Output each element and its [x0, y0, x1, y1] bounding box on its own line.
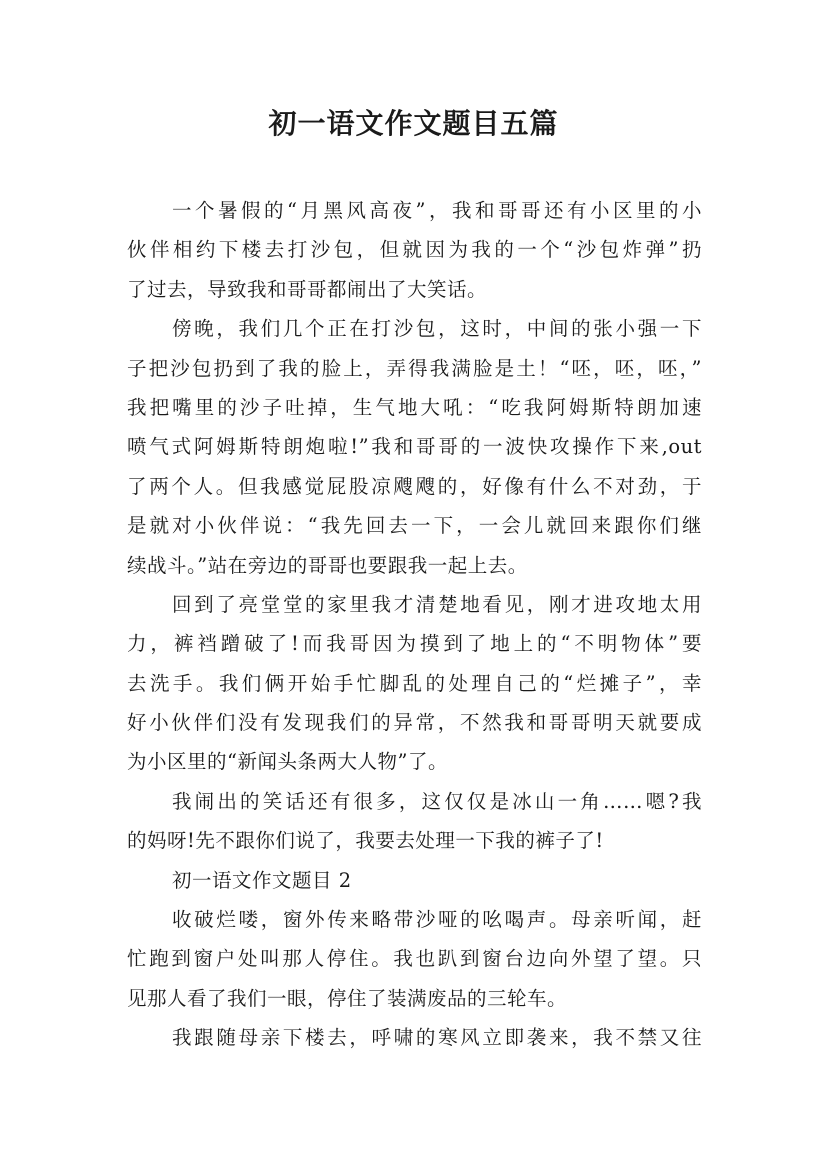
text-line: 了两个人。但我感觉屁股凉飕飕的，好像有什么不对劲，于	[127, 474, 702, 498]
text-line: 喷气式阿姆斯特朗炮啦!”我和哥哥的一波快攻操作下来,out	[127, 435, 702, 459]
text-line: 去洗手。我们俩开始手忙脚乱的处理自己的“烂摊子”，幸	[127, 671, 702, 695]
document-title: 初一语文作文题目五篇	[268, 107, 559, 140]
text-line: 子把沙包扔到了我的脸上，弄得我满脸是土！“呸，呸，呸，”	[127, 356, 702, 380]
text-line: 的妈呀!先不跟你们说了，我要去处理一下我的裤子了!	[127, 829, 604, 853]
text-line: 续战斗。”站在旁边的哥哥也要跟我一起上去。	[127, 553, 528, 577]
text-line: 见那人看了我们一眼，停住了装满废品的三轮车。	[127, 986, 568, 1010]
text-line: 一个暑假的“月黑风高夜”，我和哥哥还有小区里的小	[172, 199, 702, 222]
text-line: 是就对小伙伴说：“我先回去一下，一会儿就回来跟你们继	[127, 514, 702, 538]
text-line: 好小伙伴们没有发现我们的异常，不然我和哥哥明天就要成	[127, 711, 702, 735]
text-line: 回到了亮堂堂的家里我才清楚地看见，刚才进攻地太用	[172, 592, 702, 616]
document-body	[127, 191, 702, 1058]
text-line: 力，裤裆蹭破了!而我哥因为摸到了地上的“不明物体”要	[127, 632, 702, 656]
text-line: 忙跑到窗户处叫那人停住。我也趴到窗台边向外望了望。只	[127, 947, 702, 971]
text-line: 我把嘴里的沙子吐掉，生气地大吼：“吃我阿姆斯特朗加速	[127, 395, 702, 419]
text-line: 初一语文作文题目 2	[172, 868, 352, 892]
text-line: 伙伴相约下楼去打沙包，但就因为我的一个“沙包炸弹”扔	[127, 238, 702, 262]
text-line: 我跟随母亲下楼去，呼啸的寒风立即袭来，我不禁又往	[172, 1026, 702, 1050]
text-line: 傍晚，我们几个正在打沙包，这时，中间的张小强一下	[172, 317, 702, 341]
text-line: 为小区里的“新闻头条两大人物”了。	[127, 750, 448, 774]
text-line: 了过去，导致我和哥哥都闹出了大笑话。	[127, 277, 488, 301]
text-line: 我闹出的笑话还有很多，这仅仅是冰山一角……嗯?我	[172, 789, 702, 813]
text-line: 收破烂喽，窗外传来略带沙哑的吆喝声。母亲听闻，赶	[172, 908, 702, 932]
